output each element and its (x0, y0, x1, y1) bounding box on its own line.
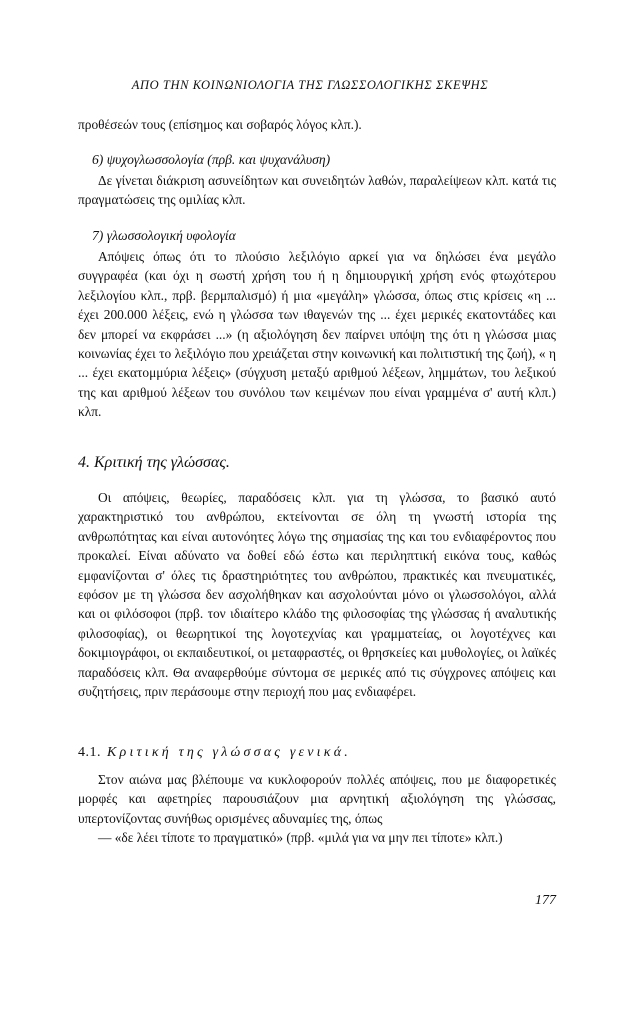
section-4-1-text: Στον αιώνα μας βλέπουμε να κυκλοφορούν πολλές απόψεις, που με διαφορετικές μορφές και αφετηρίες παρουσιάζουν μια αρνητική αξιολόγηση της γλώσσας, υπερτονίζοντας συνήθως ορισμένες αδυναμίες της, όπως (78, 772, 556, 826)
intro-line: προθέσεών τους (επίσημος και σοβαρός λόγος κλπ.). (78, 117, 362, 132)
section-4-1-quote: — «δε λέει τίποτε το πραγματικό» (πρβ. «μιλά για να μην πει τίποτε» κλπ.) (98, 830, 503, 846)
item-7-text: Απόψεις όπως ότι το πλούσιο λεξιλόγιο αρκεί για να δηλώσει ένα μεγάλο συγγραφέα (και όχι η σωστή χρήση του ή η δημιουργική χρήση ενός φτωχότερου λεξιλογίου κλπ., πρβ. βερμπαλισμό) ή μια «μεγάλη» γλώσσα, όπως στις κρίσεις «η ... έχει 200.000 λέξεις, ενώ η γλώσσα των ιθαγενών της ... έχει μερικές εκατοντάδες και δεν μπορεί να εκφράσει ...» (η αξιολόγηση δεν παίρνει υπόψη της ότι η γλώσσα μιας κοινωνίας έχει το λεξιλόγιο που χρειάζεται στην κοινωνική και πολιτιστική της ζωή), « η ... έχει εκατομμύρια λέξεις» (σύγχυση μεταξύ αριθμού λέξεων, λημμάτων, του λεξικού της και αριθμού λέξεων του συνόλου των κειμένων που είναι γραμμένα σ' αυτή κλπ.) κλπ. (78, 249, 556, 420)
item-6-text: Δε γίνεται διάκριση ασυνείδητων και συνειδητών λαθών, παραλείψεων κλπ. κατά τις πραγματώσεις της ομιλίας κλπ. (78, 173, 556, 208)
item-7-paragraph (78, 247, 556, 422)
section-4-text: Οι απόψεις, θεωρίες, παραδόσεις κλπ. για τη γλώσσα, το βασικό αυτό χαρακτηριστικό του ανθρώπου, εκτείνονται σε όλη τη γνωστή ιστορία της ανθρωπότητας και είναι αυτονόητες λόγω της σημασίας της και του ενδιαφέροντος που προκαλεί. Είναι αδύνατο να δοθεί εδώ έστω και περιληπτική εικόνα τους, καθώς εμφανίζονται σ' όλες τις δραστηριότητες του ανθρώπου, πρακτικές και πνευματικές, εφόσον με τη γλώσσα δεν ασχολήθηκαν και ασχολούνται μόνο οι γλωσσολόγοι, αλλά και οι φιλόσοφοι (πρβ. τον ιδιαίτερο κλάδο της φιλοσοφίας της γλώσσας ή αναλυτικής φιλοσοφίας), οι θεωρητικοί της λογοτεχνίας και γραμματείας, οι λογοτέχνες και δοκιμιογράφοι, οι εκπαιδευτικοί, οι μεταφραστές, οι θρησκείες και μυθολογίες, οι λαϊκές παραδόσεις κλπ. Θα αναφερθούμε σύντομα σε μερικές από τις σύγχρονες απόψεις και συζητήσεις, πριν περάσουμε στην περιοχή που μας ενδιαφέρει. (78, 490, 556, 700)
item-7-heading: 7) γλωσσολογική υφολογία (92, 228, 236, 243)
section-4-1-heading (78, 745, 351, 761)
section-4-1-paragraph (78, 770, 556, 848)
section-4-1-title: Κριτική της γλώσσας γενικά. (107, 745, 351, 760)
section-4-heading: 4. Κριτική της γλώσσας. (78, 454, 230, 471)
item-6-paragraph (78, 171, 556, 210)
running-head: ΑΠΟ ΤΗΝ ΚΟΙΝΩΝΙΟΛΟΓΙΑ ΤΗΣ ΓΛΩΣΣΟΛΟΓΙΚΗΣ ΣΚΕΨΗΣ (131, 78, 489, 92)
intro-paragraph (78, 115, 556, 134)
page-number: 177 (535, 893, 556, 908)
section-4-paragraph (78, 488, 556, 701)
item-6-heading: 6) ψυχογλωσσολογία (πρβ. και ψυχανάλυση) (92, 152, 331, 167)
section-4-1-number: 4.1. (78, 745, 101, 760)
